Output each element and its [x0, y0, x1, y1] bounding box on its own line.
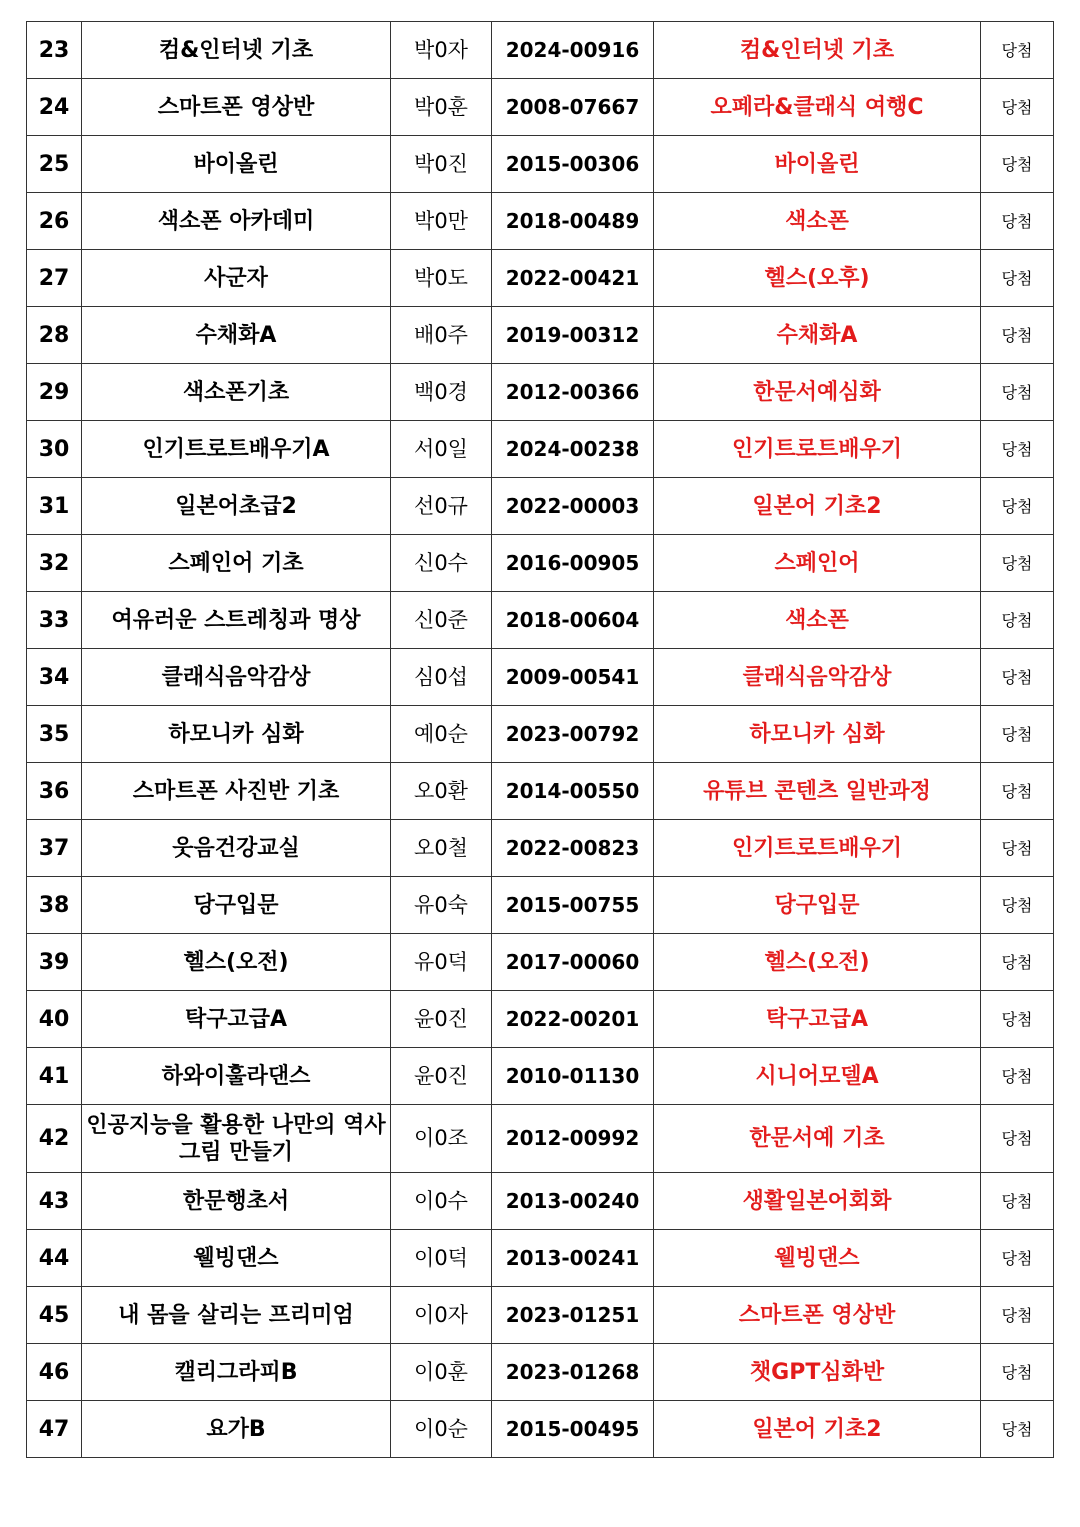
row-number: 35 [27, 706, 82, 763]
member-name-cell: 박0도 [391, 250, 492, 307]
member-name-cell: 박0훈 [391, 79, 492, 136]
status-cell: 당첨 [981, 79, 1054, 136]
status-cell: 당첨 [981, 1344, 1054, 1401]
table-row [27, 1230, 1054, 1287]
current-class-cell: 한문행초서 [82, 1173, 391, 1230]
status-cell: 당첨 [981, 991, 1054, 1048]
assigned-class-cell: 일본어 기초2 [654, 478, 981, 535]
current-class-cell: 캘리그라피B [82, 1344, 391, 1401]
status-cell: 당첨 [981, 421, 1054, 478]
member-name-cell: 선0규 [391, 478, 492, 535]
current-class-cell: 스마트폰 영상반 [82, 79, 391, 136]
assigned-class-cell: 한문서예심화 [654, 364, 981, 421]
status-cell: 당첨 [981, 1230, 1054, 1287]
row-number: 28 [27, 307, 82, 364]
status-cell: 당첨 [981, 649, 1054, 706]
current-class-cell: 스마트폰 사진반 기초 [82, 763, 391, 820]
member-name-cell: 백0경 [391, 364, 492, 421]
assigned-class-cell: 한문서예 기초 [654, 1105, 981, 1173]
member-name-cell: 이0훈 [391, 1344, 492, 1401]
status-cell: 당첨 [981, 763, 1054, 820]
row-number: 45 [27, 1287, 82, 1344]
assigned-class-cell: 유튜브 콘텐츠 일반과정 [654, 763, 981, 820]
current-class-cell: 하모니카 심화 [82, 706, 391, 763]
member-name-cell: 서0일 [391, 421, 492, 478]
assigned-class-cell: 당구입문 [654, 877, 981, 934]
current-class-cell: 색소폰기초 [82, 364, 391, 421]
status-cell: 당첨 [981, 307, 1054, 364]
table-row [27, 1287, 1054, 1344]
table-row [27, 307, 1054, 364]
table-row [27, 877, 1054, 934]
assigned-class-cell: 인기트로트배우기 [654, 820, 981, 877]
member-name-cell: 윤0진 [391, 991, 492, 1048]
table-row [27, 934, 1054, 991]
table-row [27, 250, 1054, 307]
lottery-results-table [26, 21, 1054, 1458]
table-body [27, 22, 1054, 1458]
current-class-cell: 당구입문 [82, 877, 391, 934]
table-row [27, 763, 1054, 820]
assigned-class-cell: 탁구고급A [654, 991, 981, 1048]
status-cell: 당첨 [981, 250, 1054, 307]
member-id-cell: 2013-00241 [492, 1230, 654, 1287]
assigned-class-cell: 색소폰 [654, 193, 981, 250]
member-id-cell: 2012-00992 [492, 1105, 654, 1173]
current-class-cell: 웃음건강교실 [82, 820, 391, 877]
member-id-cell: 2024-00916 [492, 22, 654, 79]
current-class-cell: 바이올린 [82, 136, 391, 193]
status-cell: 당첨 [981, 1048, 1054, 1105]
member-id-cell: 2014-00550 [492, 763, 654, 820]
row-number: 25 [27, 136, 82, 193]
table-row [27, 991, 1054, 1048]
row-number: 33 [27, 592, 82, 649]
table-row [27, 193, 1054, 250]
current-class-cell: 하와이훌라댄스 [82, 1048, 391, 1105]
member-id-cell: 2015-00495 [492, 1401, 654, 1458]
row-number: 31 [27, 478, 82, 535]
table-row [27, 136, 1054, 193]
assigned-class-cell: 웰빙댄스 [654, 1230, 981, 1287]
assigned-class-cell: 생활일본어회화 [654, 1173, 981, 1230]
member-name-cell: 신0수 [391, 535, 492, 592]
member-id-cell: 2015-00306 [492, 136, 654, 193]
member-id-cell: 2023-01268 [492, 1344, 654, 1401]
current-class-cell: 색소폰 아카데미 [82, 193, 391, 250]
status-cell: 당첨 [981, 136, 1054, 193]
current-class-cell: 컴&인터넷 기초 [82, 22, 391, 79]
table-row [27, 22, 1054, 79]
current-class-cell: 헬스(오전) [82, 934, 391, 991]
row-number: 32 [27, 535, 82, 592]
row-number: 24 [27, 79, 82, 136]
row-number: 26 [27, 193, 82, 250]
member-id-cell: 2019-00312 [492, 307, 654, 364]
row-number: 36 [27, 763, 82, 820]
status-cell: 당첨 [981, 820, 1054, 877]
status-cell: 당첨 [981, 1173, 1054, 1230]
current-class-cell: 요가B [82, 1401, 391, 1458]
status-cell: 당첨 [981, 1105, 1054, 1173]
assigned-class-cell: 일본어 기초2 [654, 1401, 981, 1458]
member-id-cell: 2023-01251 [492, 1287, 654, 1344]
member-name-cell: 배0주 [391, 307, 492, 364]
member-name-cell: 이0순 [391, 1401, 492, 1458]
member-id-cell: 2016-00905 [492, 535, 654, 592]
member-id-cell: 2015-00755 [492, 877, 654, 934]
row-number: 46 [27, 1344, 82, 1401]
table-row [27, 364, 1054, 421]
row-number: 30 [27, 421, 82, 478]
current-class-cell: 일본어초급2 [82, 478, 391, 535]
table-row [27, 421, 1054, 478]
member-name-cell: 이0수 [391, 1173, 492, 1230]
assigned-class-cell: 헬스(오전) [654, 934, 981, 991]
table-row [27, 535, 1054, 592]
assigned-class-cell: 바이올린 [654, 136, 981, 193]
member-name-cell: 이0조 [391, 1105, 492, 1173]
table-row [27, 1048, 1054, 1105]
table-row [27, 592, 1054, 649]
table-row [27, 1173, 1054, 1230]
status-cell: 당첨 [981, 934, 1054, 991]
member-name-cell: 박0만 [391, 193, 492, 250]
assigned-class-cell: 수채화A [654, 307, 981, 364]
assigned-class-cell: 컴&인터넷 기초 [654, 22, 981, 79]
assigned-class-cell: 색소폰 [654, 592, 981, 649]
member-id-cell: 2023-00792 [492, 706, 654, 763]
assigned-class-cell: 클래식음악감상 [654, 649, 981, 706]
status-cell: 당첨 [981, 364, 1054, 421]
row-number: 37 [27, 820, 82, 877]
member-id-cell: 2022-00823 [492, 820, 654, 877]
row-number: 43 [27, 1173, 82, 1230]
current-class-cell: 스페인어 기초 [82, 535, 391, 592]
assigned-class-cell: 스마트폰 영상반 [654, 1287, 981, 1344]
member-name-cell: 박0진 [391, 136, 492, 193]
row-number: 39 [27, 934, 82, 991]
member-id-cell: 2024-00238 [492, 421, 654, 478]
row-number: 41 [27, 1048, 82, 1105]
table-row [27, 79, 1054, 136]
table-row [27, 649, 1054, 706]
status-cell: 당첨 [981, 1287, 1054, 1344]
member-name-cell: 유0숙 [391, 877, 492, 934]
member-name-cell: 박0자 [391, 22, 492, 79]
row-number: 47 [27, 1401, 82, 1458]
member-name-cell: 이0덕 [391, 1230, 492, 1287]
status-cell: 당첨 [981, 535, 1054, 592]
table-row [27, 1401, 1054, 1458]
current-class-cell: 수채화A [82, 307, 391, 364]
status-cell: 당첨 [981, 592, 1054, 649]
member-name-cell: 유0덕 [391, 934, 492, 991]
table-row [27, 478, 1054, 535]
member-id-cell: 2022-00201 [492, 991, 654, 1048]
status-cell: 당첨 [981, 193, 1054, 250]
member-name-cell: 심0섭 [391, 649, 492, 706]
member-id-cell: 2018-00489 [492, 193, 654, 250]
table-row [27, 706, 1054, 763]
current-class-cell: 클래식음악감상 [82, 649, 391, 706]
row-number: 44 [27, 1230, 82, 1287]
current-class-cell: 내 몸을 살리는 프리미엄 [82, 1287, 391, 1344]
member-id-cell: 2009-00541 [492, 649, 654, 706]
member-id-cell: 2013-00240 [492, 1173, 654, 1230]
member-id-cell: 2008-07667 [492, 79, 654, 136]
member-id-cell: 2022-00421 [492, 250, 654, 307]
member-name-cell: 윤0진 [391, 1048, 492, 1105]
member-id-cell: 2012-00366 [492, 364, 654, 421]
status-cell: 당첨 [981, 706, 1054, 763]
row-number: 34 [27, 649, 82, 706]
current-class-cell: 탁구고급A [82, 991, 391, 1048]
assigned-class-cell: 오페라&클래식 여행C [654, 79, 981, 136]
assigned-class-cell: 챗GPT심화반 [654, 1344, 981, 1401]
table-row [27, 820, 1054, 877]
row-number: 23 [27, 22, 82, 79]
assigned-class-cell: 인기트로트배우기 [654, 421, 981, 478]
status-cell: 당첨 [981, 22, 1054, 79]
member-id-cell: 2018-00604 [492, 592, 654, 649]
member-name-cell: 오0환 [391, 763, 492, 820]
current-class-cell: 여유러운 스트레칭과 명상 [82, 592, 391, 649]
member-name-cell: 신0준 [391, 592, 492, 649]
member-name-cell: 오0철 [391, 820, 492, 877]
row-number: 42 [27, 1105, 82, 1173]
current-class-cell: 인기트로트배우기A [82, 421, 391, 478]
status-cell: 당첨 [981, 478, 1054, 535]
member-id-cell: 2022-00003 [492, 478, 654, 535]
assigned-class-cell: 하모니카 심화 [654, 706, 981, 763]
status-cell: 당첨 [981, 877, 1054, 934]
member-name-cell: 이0자 [391, 1287, 492, 1344]
assigned-class-cell: 시니어모델A [654, 1048, 981, 1105]
member-name-cell: 예0순 [391, 706, 492, 763]
row-number: 38 [27, 877, 82, 934]
row-number: 27 [27, 250, 82, 307]
current-class-cell: 사군자 [82, 250, 391, 307]
row-number: 29 [27, 364, 82, 421]
table-row [27, 1344, 1054, 1401]
row-number: 40 [27, 991, 82, 1048]
current-class-cell: 웰빙댄스 [82, 1230, 391, 1287]
member-id-cell: 2017-00060 [492, 934, 654, 991]
assigned-class-cell: 헬스(오후) [654, 250, 981, 307]
status-cell: 당첨 [981, 1401, 1054, 1458]
table-row [27, 1105, 1054, 1173]
current-class-cell: 인공지능을 활용한 나만의 역사그림 만들기 [82, 1105, 391, 1173]
assigned-class-cell: 스페인어 [654, 535, 981, 592]
member-id-cell: 2010-01130 [492, 1048, 654, 1105]
